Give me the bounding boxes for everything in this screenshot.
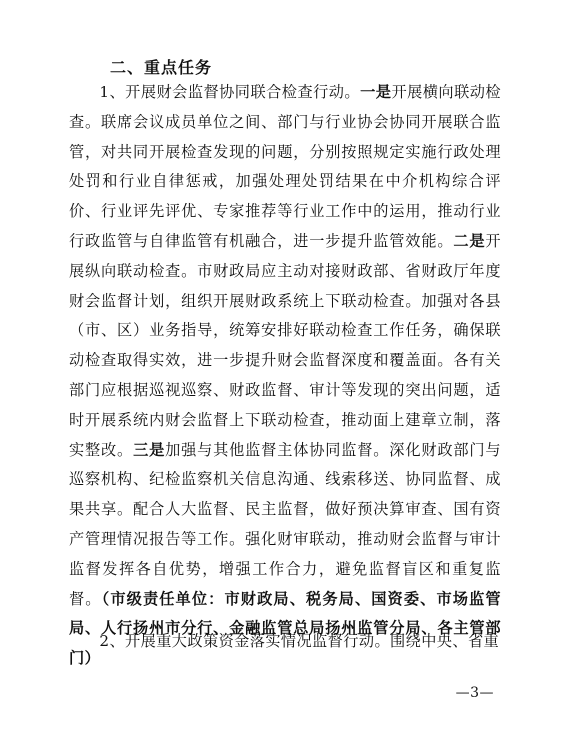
task-1-text-horizontal: 开展横向联动检查。联席会议成员单位之间、部门与行业协会协同开展联合监管，对共同开展检查发现的问题，分别按照规定实施行政处理处罚和行业自律惩戒，加强处理处罚结果在中介机构综合评价、行业评先评优、专家推荐等行业工作中的运用，推动行业行政监管与自律监管有机融合，进一步提升监管效能。 xyxy=(69,83,501,250)
task-1-text-coordination: 加强与其他监督主体协同监督。深化财政部门与巡察机构、纪检监察机关信息沟通、线索移送、协同监督、成果共享。配合人大监督、民主监督，做好预决算审查、国有资产管理情况报告等工作。强化财审联动，推动财会监督与审计监督发挥各自优势，增强工作合力，避免监督盲区和重复监督。 xyxy=(69,440,501,608)
task-1-lead: 1、开展财会监督协同联合检查行动。 xyxy=(99,83,361,101)
emphasis-third: 三是 xyxy=(133,440,166,459)
section-heading: 二、重点任务 xyxy=(110,58,213,77)
task-2-text: 2、开展重大政策资金落实情况监督行动。围绕中央、省重 xyxy=(99,632,500,650)
responsible-units: （市级责任单位：市财政局、税务局、国资委、市场监管局、人行扬州市分行、金融监管总局扬州监管分局、各主管部门） xyxy=(69,589,501,668)
emphasis-first: 一是 xyxy=(360,83,392,101)
paragraph-task-2 xyxy=(69,627,501,657)
emphasis-second: 二是 xyxy=(453,231,486,250)
task-1-text-vertical: 开展纵向联动检查。市财政局应主动对接财政部、省财政厅年度财会监督计划，组织开展财政系统上下联动检查。加强对各县（市、区）业务指导，统筹安排好联动检查工作任务，确保联动检查取得实效，进一步提升财会监督深度和覆盖面。各有关部门应根据巡视巡察、财政监督、审计等发现的突出问题，适时开展系统内财会监督上下联动检查，推动面上建章立制，落实整改。 xyxy=(69,231,501,459)
paragraph-task-1 xyxy=(69,78,501,674)
page-number: —3— xyxy=(455,685,494,701)
